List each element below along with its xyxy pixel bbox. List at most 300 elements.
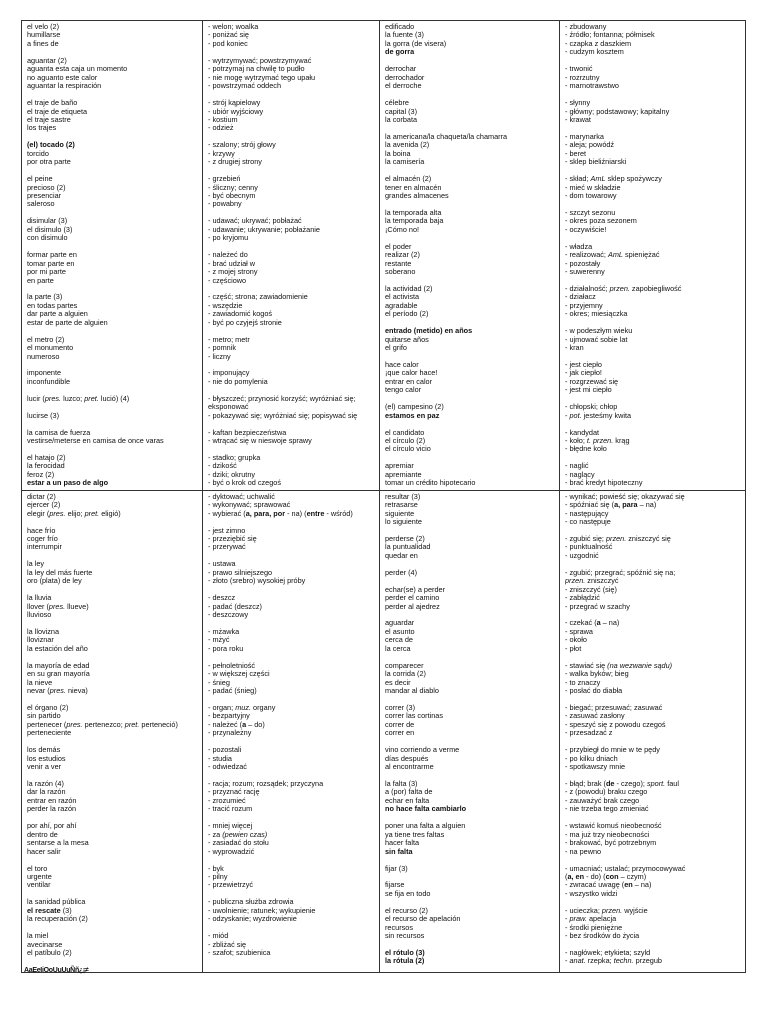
entry-line: los demás [27,746,61,755]
entry-line: - kran [565,344,584,353]
entry-line: - marynarka [565,132,604,141]
entry-line: - odwiedzać [208,763,247,772]
table-row [22,490,746,972]
entry-line: - byk [208,864,224,873]
entry-line: - słynny [565,99,591,108]
entry-line: lluvioso [27,611,52,620]
blank-line [385,91,556,99]
entry-line: poner una falta a alguien [385,822,466,831]
entry-line: la camisería [385,158,425,167]
entry-line: ¡que calor hace! [385,369,438,378]
entry-line: al encontrarme [385,763,434,772]
entry-line: - chłopski; chłop [565,403,618,412]
blank-line [565,772,742,780]
entry-line: - jak ciepło! [565,369,602,378]
blank-line [27,924,199,932]
blank-line [208,586,376,594]
blank-line [565,277,742,285]
entry-line: el traje de etiqueta [27,107,88,116]
entry-line: - nie mogę wytrzymać tego upału [208,73,316,82]
blank-line [208,91,376,99]
blank-line [385,277,556,285]
entry-line: tomar un crédito hipotecario [385,479,476,488]
entry-line: el velo (2) [27,23,60,31]
entry-line: el patíbulo (2) [27,949,72,958]
entry-line: - nagłówek; etykieta; szyld [565,949,651,958]
entry-line: en su gran mayoría [27,670,90,679]
entry-line: - miód [208,932,229,941]
entry-line: el recurso de apelación [385,915,461,924]
entry-line: - aleja; powódź [565,141,615,150]
entry-line: - skład; AmL sklep spożywczy [565,175,662,184]
entry-line: - nie trzeba tego zmieniać [565,805,649,814]
blank-line [565,738,742,746]
entry-line: (el) tocado (2) [27,141,75,150]
entry-line: perder (4) [385,568,418,577]
entry-line: la corrida (2) [385,670,426,679]
entry-line: retrasarse [385,501,418,510]
blank-line [385,319,556,327]
entry-line: mandar al diablo [385,687,439,696]
entry-line: el círculo (2) [385,437,426,446]
entry-line: la gorra (de visera) [385,39,447,48]
entry-line: - zrozumieć [208,796,246,805]
blank-line [208,814,376,822]
entry-line: - posłać do diabła [565,687,623,696]
entry-line: derrochar [385,65,417,74]
entry-line: el asunto [385,627,415,636]
blank-line [385,124,556,132]
entry-line: dentro de [27,830,58,839]
polish-column [560,21,746,491]
entry-line: - kandydat [565,428,600,437]
entry-line: formar parte en [27,251,77,260]
entry-line: la boina [385,149,411,158]
entry-line: - grzebień [208,175,241,184]
blank-line [385,234,556,242]
entry-line: - zawiadomić kogoś [208,310,273,319]
entry-line: - organ; muz. organy [208,703,276,712]
entry-line: perder el camino [385,594,440,603]
entry-line: - złoto (srebro) wysokiej próby [208,577,306,586]
entry-line: - zwracać uwagę (en – na) [565,881,652,890]
blank-line [385,560,556,568]
entry-line: - umacniać; ustalać; przymocowywać [565,864,686,873]
entry-line: - punktualność [565,543,613,552]
entry-line: el disimulo (3) [27,225,73,234]
entry-line: - wstawić komuś nieobecność [565,822,662,831]
entry-line: dar parte a alguien [27,310,88,319]
entry-line: sin falta [385,847,413,856]
blank-line [27,738,199,746]
blank-line [565,454,742,462]
entry-line: - główny; podstawowy; kapitalny [565,107,670,116]
entry-line: tengo calor [385,386,422,395]
entry-line: - działacz [565,293,596,302]
entry-line: la temporada baja [385,217,444,226]
entry-line: saleroso [27,200,55,209]
entry-line: disimular (3) [27,217,68,226]
entry-line: - pomnik [208,344,236,353]
entry-line: (a, en - do) (con – czym) [565,872,647,881]
entry-line: - należeć do [208,251,248,260]
entry-line: en todas partes [27,301,78,310]
entry-line: dar la razón [27,788,66,797]
entry-line: - za (pewien czas) [208,830,268,839]
blank-line [208,386,376,394]
entry-line: la avenida (2) [385,141,430,150]
entry-line: - suwerenny [565,268,605,277]
entry-line: - pokazywać się; wyróżniać się; popisywać się [208,411,358,420]
entry-line: - na pewno [565,847,602,856]
vocabulary-sheet [21,20,745,973]
entry-line: humillarse [27,31,61,40]
blank-line [385,454,556,462]
entry-line: el círculo vicio [385,445,431,454]
entry-line: - ucieczka; przen. wyjście [565,906,648,915]
entry-line: - tracić rozum [208,805,253,814]
entry-line: apremiar [385,462,414,471]
entry-line: el metro (2) [27,335,65,344]
blank-line [565,856,742,864]
blank-line [385,577,556,585]
entry-line: recursos [385,923,413,932]
entry-line: - zgubić się; przen. zniszczyć się [565,534,671,543]
entry-line: hace frío [27,526,56,535]
entry-line: - zabłądzić [565,594,600,603]
entry-line: - przerywać [208,543,246,552]
entry-line: derrochador [385,73,425,82]
blank-line [27,167,199,175]
entry-line: no aguanto este calor [27,73,98,82]
entry-line: por mi parte [27,268,66,277]
entry-line: el almacén (2) [385,175,432,184]
blank-line [208,696,376,704]
entry-line: - speszyć się z powodu czegoś [565,720,666,729]
entry-line: la miel [27,932,49,941]
entry-line: tomar parte en [27,259,75,268]
blank-line [385,57,556,65]
entry-line: - naglący [565,470,595,479]
entry-line: - częściowo [208,276,247,285]
blank-line [208,445,376,453]
blank-line [565,611,742,619]
entry-line: pertenecer (pres. pertenezco; pret. perteneció) [27,720,178,729]
entry-line: el traje sastre [27,115,71,124]
entry-line: - rozrzutny [565,73,600,82]
entry-line: realizar (2) [385,251,420,260]
blank-line [385,738,556,746]
blank-line [208,420,376,428]
footer-characters: AaEeIiOoUuUuÑñ¿¡≠ [24,967,89,974]
entry-line: ¡Cómo no! [385,225,420,234]
blank-line [385,167,556,175]
entry-line: hacer salir [27,847,61,856]
blank-line [565,200,742,208]
entry-line: se fija en todo [385,889,431,898]
entry-line: - biegać; przesuwać; zasuwać [565,703,663,712]
entry-line: - stawiać się (na wezwanie sądu) [565,661,673,670]
entry-line: - bezpartyjny [208,712,250,721]
entry-line: sin partido [27,712,61,721]
entry-line: - czekać (a – na) [565,619,620,628]
entry-line: interrumpir [27,543,62,552]
entry-line: - potrzymaj na chwilę to pudło [208,65,305,74]
entry-line: aguanta esta caja un momento [27,65,128,74]
blank-line [27,327,199,335]
blank-line [27,285,199,293]
entry-line: el hatajo (2) [27,453,66,462]
blank-line [385,772,556,780]
entry-line: el rótulo (3) [385,949,425,957]
entry-line: - jest ciepło [565,360,602,369]
entry-line: el grifo [385,344,407,353]
entry-line: - prawo silniejszego [208,568,273,577]
entry-line: - cudzym kosztem [565,48,624,57]
entry-line: echar en falta [385,796,430,805]
blank-line [565,91,742,99]
entry-line: - sklep bieliźniarski [565,158,627,167]
entry-line: - powabny [208,200,242,209]
entry-line: - mniej więcej [208,822,253,831]
entry-line: apremiante [385,470,422,479]
blank-line [208,243,376,251]
entry-line: los estudios [27,754,66,763]
blank-line [565,395,742,403]
entry-line: - wszędzie [208,301,243,310]
entry-line: - uwolnienie; ratunek; wykupienie [208,906,316,915]
entry-line: la americana/la chaqueta/la chamarra [385,132,508,141]
entry-line: - padać (deszcz) [208,602,262,611]
entry-line: - brać udział w [208,259,256,268]
entry-line: aguardar [385,619,415,628]
entry-line: - zauważyć brak czego [565,796,640,805]
entry-line: perder al ajedrez [385,602,440,611]
entry-line: la camisa de fuerza [27,428,91,437]
entry-line: a (por) falta de [385,788,433,797]
polish-column [203,21,380,491]
blank-line [208,619,376,627]
entry-line: - nie do pomylenia [208,377,268,386]
entry-line: - jest zimno [208,526,246,535]
entry-line: - naglić [565,462,589,471]
entry-line: - dziki; okrutny [208,470,256,479]
entry-line: - przynależny [208,729,252,738]
entry-line: - ustawa [208,560,236,569]
entry-line: - okres; miesiączka [565,310,628,319]
entry-line: inconfundible [27,377,71,386]
blank-line [208,856,376,864]
entry-line: - z mojej strony [208,268,258,277]
entry-line: - zniszczyć (się) [565,585,617,594]
entry-line: el recurso (2) [385,906,428,915]
entry-line: - marnotrawstwo [565,82,619,91]
entry-line: la ley [27,560,45,569]
blank-line [27,696,199,704]
entry-line: perteneciente [27,729,72,738]
entry-line: días después [385,754,429,763]
entry-line: - realizować; AmL spieniężać [565,251,660,260]
entry-line: - co następuje [565,518,611,527]
entry-line: - kaftan bezpieczeństwa [208,428,287,437]
blank-line [385,873,556,881]
entry-line: - studia [208,754,232,763]
blank-line [27,518,199,526]
entry-line: avecinarse [27,940,63,949]
entry-line: quedar en [385,551,418,560]
entry-line: feroz (2) [27,470,55,479]
entry-line: - zbliżać się [208,940,247,949]
blank-line [565,653,742,661]
entry-line: numeroso [27,352,60,361]
spanish-column [22,21,203,491]
entry-line: - szczyt sezonu [565,208,616,217]
entry-line: tener en almacén [385,183,442,192]
entry-line: - należeć (a – do) [208,720,265,729]
entry-line: - pot. jesteśmy kwita [565,411,632,420]
entry-line: - anat. rzepka; techn. przegub [565,957,662,966]
entry-line: en parte [27,276,54,285]
entry-line: el rescate (3) [27,906,72,915]
entry-line: - rozgrzewać się [565,377,619,386]
entry-line: a fines de [27,39,59,48]
blank-line [385,696,556,704]
entry-line: la recuperación (2) [27,915,88,924]
blank-line [565,319,742,327]
blank-line [27,586,199,594]
entry-line: - błyszczeć; przynosić korzyść; wyróżniać się; [208,394,356,403]
entry-line: entrar en calor [385,377,433,386]
entry-line: - pozostały [565,259,601,268]
entry-line: - publiczna służba zdrowia [208,898,294,907]
entry-line: soberano [385,268,416,277]
entry-line: la mayoría de edad [27,661,90,670]
entry-line: perderse (2) [385,534,425,543]
entry-line: la ley del más fuerte [27,568,93,577]
entry-line: - liczny [208,352,231,361]
entry-line: fijarse [385,881,405,890]
blank-line [208,772,376,780]
blank-line [208,209,376,217]
blank-line [27,552,199,560]
entry-line: - spotkawszy mnie [565,763,626,772]
entry-line: - z drugiej strony [208,158,262,167]
entry-line: - przegrać w szachy [565,602,630,611]
entry-line: restante [385,259,412,268]
entry-line: sentarse a la mesa [27,839,89,848]
blank-line [27,814,199,822]
blank-line [385,856,556,864]
entry-line: - środki pieniężne [565,923,623,932]
entry-line: - krzywy [208,149,235,158]
entry-line: - bez środków do życia [565,932,640,941]
entry-line: - udawanie; ukrywanie; pobłażanie [208,225,320,234]
entry-line: ventilar [27,881,51,890]
entry-line: el toro [27,864,48,873]
blank-line [565,353,742,361]
entry-line: por ahí, por ahí [27,822,77,831]
blank-line [27,420,199,428]
blank-line [385,941,556,949]
entry-line: - szafot; szubienica [208,949,271,958]
entry-line: - stadko; grupka [208,453,261,462]
entry-line: - jest mi ciepło [565,386,612,395]
entry-line: - kostium [208,115,238,124]
entry-line: - odzyskanie; wyzdrowienie [208,915,297,924]
entry-line: - zasiadać do stołu [208,839,269,848]
blank-line [27,856,199,864]
entry-line: - dyktować; uchwalić [208,492,275,501]
blank-line [385,611,556,619]
entry-line: (el) campesino (2) [385,403,444,412]
entry-line: - następujący [565,509,609,518]
blank-line [565,898,742,906]
entry-line: - przewietrzyć [208,881,254,890]
blank-line [385,898,556,906]
entry-line: entrar en razón [27,796,77,805]
entry-line: la estación del año [27,644,88,653]
entry-line: - koło; t. przen. krąg [565,437,630,446]
blank-line [27,403,199,411]
entry-line: - oczywiście! [565,225,607,234]
entry-line: cerca de [385,636,413,645]
entry-line: - praw. apelacja [565,915,617,924]
entry-line: - pora roku [208,644,244,653]
entry-line: el traje de baño [27,99,78,108]
blank-line [565,420,742,428]
entry-line: el activista [385,293,420,302]
entry-line: - część; strona; zawiadomienie [208,293,308,302]
entry-line: - strój kąpielowy [208,99,261,108]
entry-line: - ujmować sobie lat [565,335,628,344]
entry-line: correr las cortinas [385,712,443,721]
blank-line [565,167,742,175]
blank-line [385,814,556,822]
entry-line: correr de [385,720,415,729]
entry-line: - metro; metr [208,335,250,344]
entry-line: - dzikość [208,462,237,471]
entry-line: - po kilku dniach [565,754,618,763]
spanish-column [380,21,560,491]
blank-line [565,941,742,949]
entry-line: edificado [385,23,415,31]
entry-line: - płot [565,644,582,653]
spanish-column [22,490,203,972]
entry-line: comparecer [385,661,424,670]
entry-line: con disimulo [27,234,68,243]
blank-line [208,518,376,526]
entry-line: aguantar la respiración [27,82,102,91]
entry-line: capital (3) [385,107,418,116]
entry-line: la parte (3) [27,293,63,302]
blank-line [208,552,376,560]
entry-line: - wyprowadzić [208,847,255,856]
entry-line: la rótula (2) [385,957,425,966]
entry-line: el peine [27,175,53,184]
entry-line: la razón (4) [27,780,64,789]
entry-line: - błędne koło [565,445,607,454]
entry-line: - sprawa [565,627,593,636]
blank-line [27,386,199,394]
entry-line: - błąd; brak (de - czego); sport. faul [565,780,679,789]
entry-line: - to znaczy [565,678,601,687]
entry-line: resultar (3) [385,492,421,501]
entry-line: - powstrzymać oddech [208,82,281,91]
blank-line [208,167,376,175]
entry-line: estar de parte de alguien [27,318,108,327]
entry-line: - wykonywać; sprawować [208,501,291,510]
entry-line: echar(se) a perder [385,585,446,594]
